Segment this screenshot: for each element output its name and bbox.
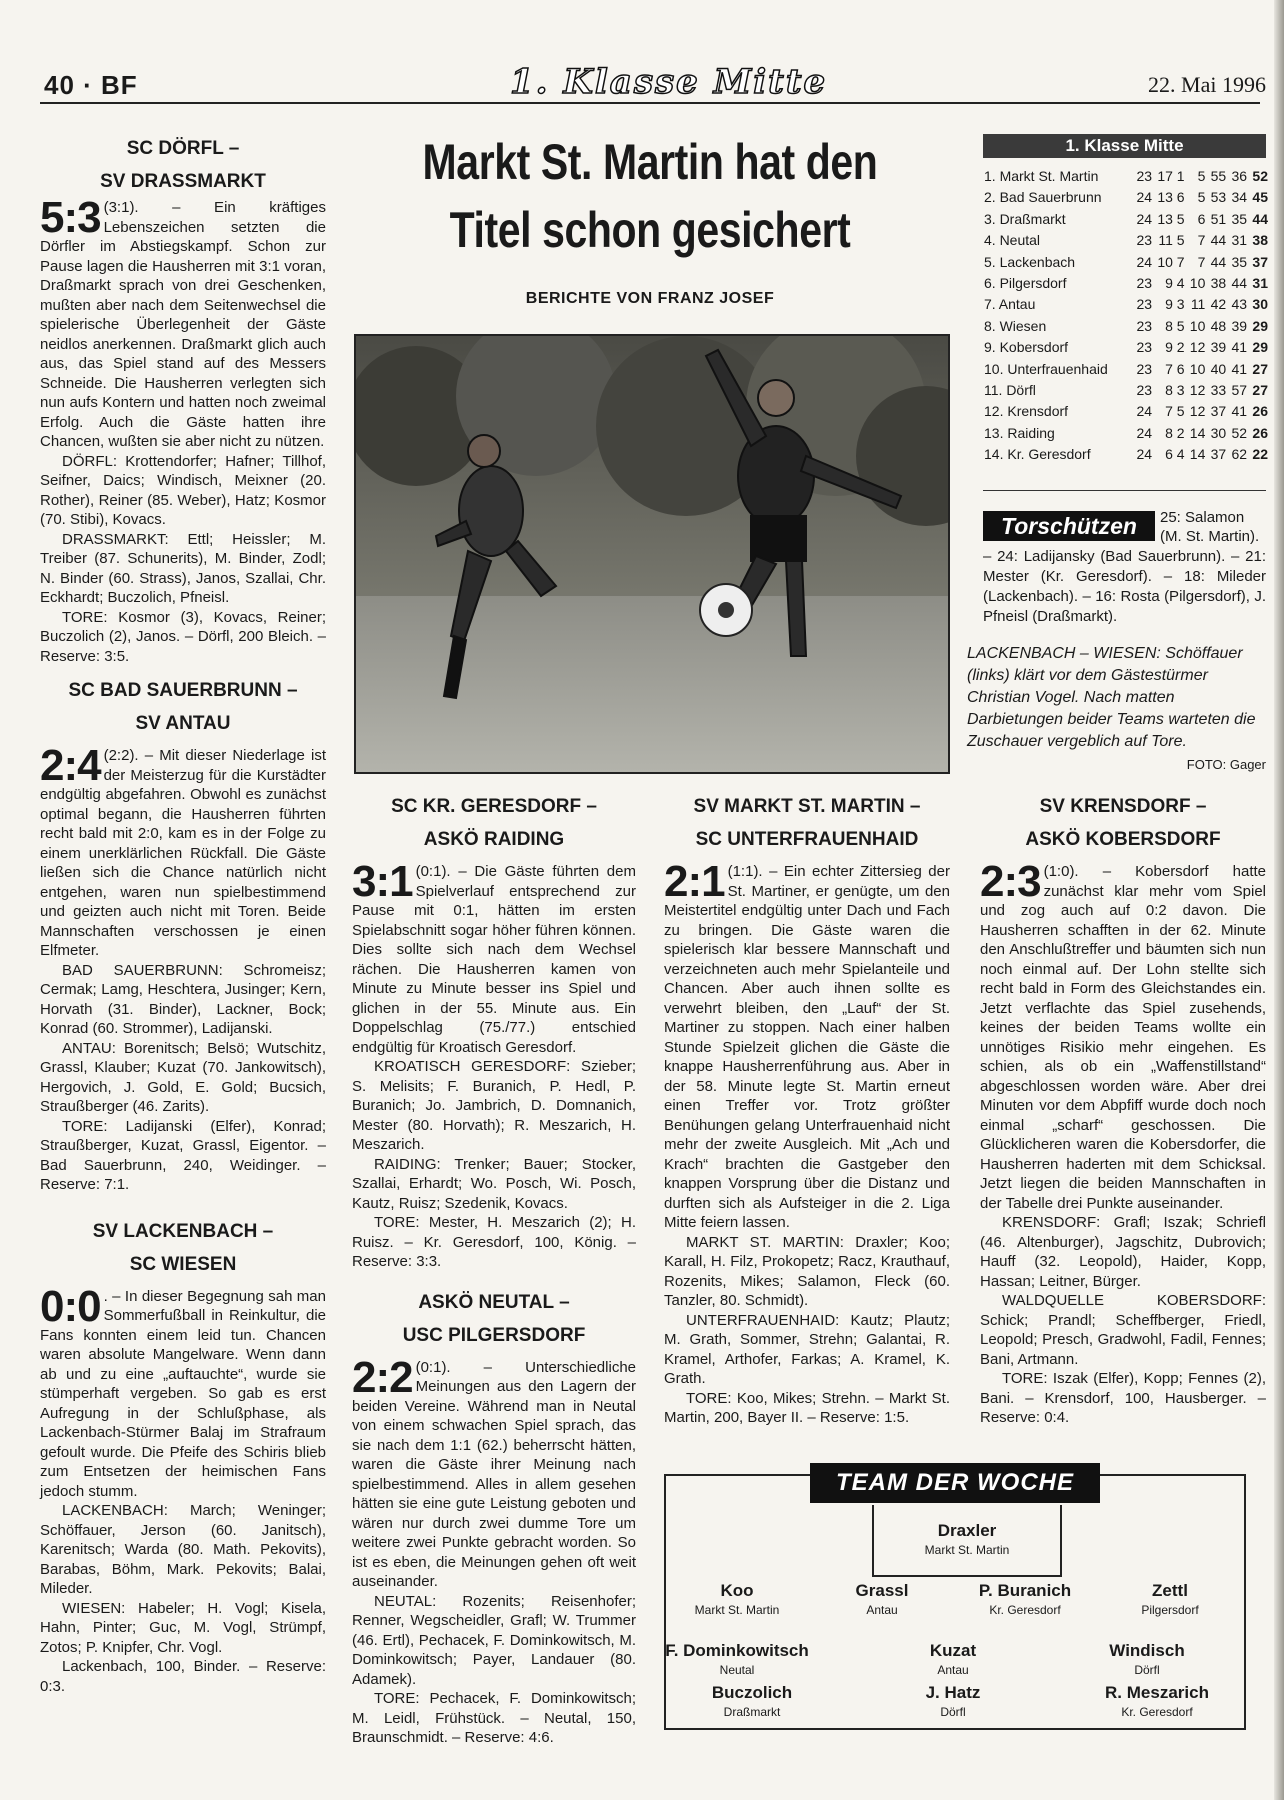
- stat: 33: [1210, 382, 1227, 399]
- stat: 44: [1210, 232, 1227, 249]
- stat: 13: [1157, 210, 1173, 227]
- goals: TORE: Koo, Mikes; Strehn. – Markt St. Martin, 200, Bayer II. – Reserve: 1:5.: [664, 1389, 950, 1426]
- headline: Markt St. Martin hat den Titel schon gesichert: [422, 134, 878, 258]
- stat: 42: [1210, 296, 1227, 313]
- lineup: MARKT ST. MARTIN: Draxler; Koo; Karall, H. Filz, Prokopetz; Racz, Krauthauf, Rozenits, Mikes; Salamon, Fleck (60. Tanzler, 80. Schmidt).: [664, 1233, 950, 1309]
- standings-row: [983, 337, 1269, 358]
- stat: 24: [1136, 403, 1153, 420]
- player: Zettl Pilgersdorf: [1141, 1581, 1199, 1617]
- stat: 23: [1136, 382, 1153, 399]
- byline: BERICHTE VON FRANZ JOSEF: [525, 290, 775, 307]
- stat: 4: [1176, 446, 1185, 463]
- match-heading: SV LACKENBACH – SC WIESEN: [92, 1220, 274, 1275]
- match-report: 2:1 (1:1). – Ein echter Zittersieg der St. Martiner, er genügte, um den Meistertitel endgültig unter Dach und Fach zu bringen. Die Gäste waren die spielerisch klar bessere Mannschaft und verzeichneten auch mehr Spielanteile und Chancen. Aber auch ihnen sollte es verwehrt bleiben, den „Lauf“ der St. Martiner zu stoppen. Nach einer halben Stunde Spielzeit glichen die Gäste die knappe Hausherrenführung aus. Aber in der 58. Minute legte St. Martin erneut einen Treffer vor. Trotz größter Benühungen gelang Unterfrauenhaid nicht mehr der zweite Ausgleich. Mit „Ach und Krach“ brachten die Gastgeber den knappen Vorsprung über die Distanz und durften sich als Aufsteiger in die 2. Liga Mitte feiern lassen.: [664, 857, 950, 1231]
- column-1: [40, 132, 326, 1696]
- stat: 9: [1165, 275, 1173, 292]
- player-goalkeeper: Draxler Markt St. Martin: [924, 1521, 1010, 1557]
- stat: 11: [1190, 296, 1206, 313]
- stat: 35: [1231, 253, 1248, 270]
- standings-title: 1. Klasse Mitte: [983, 134, 1266, 158]
- stat: 24: [1136, 189, 1153, 206]
- lineup: LACKENBACH: March; Weninger; Schöffauer, Jerson (60. Janitsch), Karenitsch; Warda (80. Math. Pekovits), Barabas, Böhm, Mark. Pekovits; Balai, Mileder.: [40, 1502, 326, 1597]
- stat: 12: [1189, 382, 1206, 399]
- stat: 40: [1210, 360, 1227, 377]
- stat: 37: [1210, 446, 1227, 463]
- match-heading: SC KR. GERESDORF – ASKÖ RAIDING: [391, 796, 597, 850]
- team-name: 2. Bad Sauerbrunn: [984, 189, 1102, 206]
- standings-row: [983, 359, 1269, 380]
- match-report: 2:4 (2:2). – Mit dieser Niederlage ist der Meisterzug für die Kurstädter endgültig abgefahren. Obwohl es zunächst optimal begann, die Hausherren führten recht bald mit 2:0, kam es in der Folge zu einem unerklärlichen Rückfall. Die Gäste ließen sich die Chance natürlich nicht entgehen, waren nun spielbestimmend und geizten auch nicht mit Toren. Beide Mannschaften verschossen je einen Elfmeter.: [40, 741, 326, 959]
- lineup: RAIDING: Trenker; Bauer; Stocker, Szallai, Erhardt; Wo. Posch, Wi. Posch, Kautz, Ruisz; Szedenik, Kovacs.: [352, 1155, 636, 1212]
- points: 26: [1252, 403, 1268, 420]
- points: 27: [1252, 360, 1268, 377]
- points: 30: [1252, 296, 1268, 313]
- points: 31: [1252, 275, 1268, 292]
- player: P. Buranich Kr. Geresdorf: [978, 1581, 1072, 1617]
- team-name: 10. Unterfrauenhaid: [984, 360, 1108, 377]
- match-photo: [354, 334, 950, 774]
- score: 2:1: [664, 857, 725, 906]
- team-name: 11. Dörfl: [984, 382, 1036, 399]
- stat: 52: [1231, 424, 1248, 441]
- stat: 38: [1210, 275, 1227, 292]
- column-3: [664, 790, 950, 1428]
- header-rule: [40, 102, 1260, 104]
- player: F. Dominkowitsch Neutal: [665, 1641, 809, 1677]
- stat: 6: [1197, 210, 1206, 227]
- standings-row: [983, 230, 1269, 251]
- goals: TORE: Mester, H. Meszarich (2); H. Ruisz. – Kr. Geresdorf, 100, König. – Reserve: 3:3.: [352, 1214, 636, 1270]
- match-report: 5:3 (3:1). – Ein kräftiges Lebenszeichen setzten die Dörfler im Abstiegskampf. Schon zur Pause lagen die Hausherren mit 3:1 voran, Draßmarkt sprach von drei Geschenken, mußten aber nach dem Seitenwechsel die spielerische Überlegenheit der Gäste neidlos anerkennen. Draßmarkt glich auch aus, das Spiel stand auf des Messers Schneide. Die Hausherren verlegten sich nun aufs Kontern und hatten noch zweimal Erfolg. Auch die Gäste hatten ihre Chancen, wußten sie aber nicht zu nützen.: [40, 193, 326, 450]
- standings-table: [983, 166, 1269, 466]
- player: J. Hatz Dörfl: [925, 1683, 981, 1719]
- stat: 41: [1231, 403, 1248, 420]
- stat: 39: [1210, 339, 1227, 356]
- team-name: 14. Kr. Geresdorf: [984, 446, 1091, 463]
- stat: 55: [1210, 168, 1227, 184]
- stat: 9: [1165, 339, 1173, 356]
- lineup: NEUTAL: Rozenits; Reisenhofer; Renner, Wegscheidler, Grafl; W. Trummer (46. Ertl), Pechacek, F. Dominkowitsch, M. Dominkowitsch; Payer, Landauer (80. Adamek).: [352, 1592, 636, 1688]
- stat: 23: [1136, 339, 1153, 356]
- stat: 10: [1157, 253, 1173, 270]
- stat: 24: [1136, 253, 1153, 270]
- stat: 7: [1197, 232, 1206, 249]
- points: 27: [1252, 382, 1268, 399]
- team-name: 7. Antau: [984, 296, 1036, 313]
- score: 3:1: [352, 857, 413, 906]
- stat: 6: [1176, 189, 1185, 206]
- standings-row: [983, 209, 1269, 230]
- stat: 37: [1210, 403, 1227, 420]
- photo-credit: FOTO: Gager: [1186, 757, 1266, 772]
- stat: 39: [1231, 317, 1248, 334]
- stat: 13: [1157, 189, 1173, 206]
- standings-row: [983, 166, 1269, 187]
- stat: 35: [1231, 210, 1248, 227]
- match-heading: SC DÖRFL – SV DRASSMARKT: [100, 138, 266, 192]
- stat: 8: [1165, 317, 1173, 334]
- page-number: 40 · BF: [44, 70, 138, 100]
- team-name: 3. Draßmarkt: [984, 210, 1066, 227]
- stat: 7: [1165, 360, 1173, 377]
- stat: 5: [1176, 210, 1185, 227]
- team-name: 1. Markt St. Martin: [984, 168, 1099, 184]
- stat: 3: [1176, 296, 1185, 313]
- divider: [983, 490, 1266, 491]
- stat: 10: [1189, 360, 1206, 377]
- stat: 6: [1176, 360, 1185, 377]
- goals: Lackenbach, 100, Binder. – Reserve: 0:3.: [40, 1658, 326, 1695]
- stat: 6: [1165, 446, 1173, 463]
- stat: 12: [1189, 403, 1206, 420]
- stat: 44: [1231, 275, 1248, 292]
- stat: 36: [1231, 168, 1248, 184]
- stat: 23: [1136, 360, 1153, 377]
- photo-caption: LACKENBACH – WIESEN: Schöffauer (links) klärt vor dem Gästestürmer Christian Vogel. Nach matten Darbietungen beider Teams warteten die Zuschauer vergeblich auf Tore. FOTO: Gager: [967, 645, 1266, 772]
- points: 37: [1252, 253, 1268, 270]
- stat: 5: [1197, 189, 1206, 206]
- points: 52: [1252, 168, 1268, 184]
- points: 38: [1252, 232, 1268, 249]
- standings-row: [983, 187, 1269, 208]
- player: Windisch Dörfl: [1109, 1641, 1185, 1677]
- score: 5:3: [40, 193, 101, 242]
- stat: 7: [1197, 253, 1206, 270]
- standings-row: [983, 252, 1269, 273]
- page-edge: [1274, 0, 1284, 1800]
- goals: TORE: Pechacek, F. Dominkowitsch; M. Leidl, Frühstück. – Neutal, 150, Braunschmidt. – Reserve: 4:6.: [352, 1690, 636, 1746]
- player: Buczolich Draßmarkt: [711, 1683, 793, 1719]
- match-heading: SV KRENSDORF – ASKÖ KOBERSDORF: [1025, 796, 1221, 850]
- stat: 23: [1136, 232, 1153, 249]
- stat: 7: [1176, 253, 1185, 270]
- match-report: 2:3 (1:0). – Kobersdorf hatte zunächst klar mehr vom Spiel und zog auch auf 0:2 davon. Die Hausherren schafften in der 62. Minute den Anschlußtreffer und bäumten sich nun noch einmal auf. Der Lohn stellte sich recht bald in Form des Gleichstandes ein. Jetzt verflachte das Spiel zusehends, keines der beiden Teams wollte ein unnötiges Risikio mehr eingehen. Es schien, als ob ein „Waffenstillstand“ abgeschlossen worden wäre. Aber drei Minuten vor dem Abpfiff wurde doch noch einmal „scharf“ geschossen. Die Glücklicheren waren die Kobersdorfer, die Hausherren haderten mit dem Schicksal. Jetzt liegen die beiden Mannschaften in der Tabelle drei Punkte auseinander.: [980, 857, 1266, 1212]
- points: 22: [1252, 446, 1268, 463]
- stat: 24: [1136, 446, 1153, 463]
- stat: 11: [1158, 232, 1173, 249]
- player: Kuzat Antau: [929, 1641, 977, 1677]
- stat: 3: [1176, 382, 1185, 399]
- column-2: [352, 790, 636, 1748]
- match-report: 2:2 (0:1). – Unterschiedliche Meinungen aus den Lagern der beiden Vereine. Während man in Neutal von einem schwachen Spiel sprach, das sie nach dem 1:1 (62.) beherrscht hätten, waren die Gäste ihrer Meinung nach spielbestimmend. Alles in allem gesehen hätten sie eine gute Leistung geboten und wären nur durch zwei dumme Tore um weitere zwei Punkte gebracht worden. So ist es eben, die Meinungen gehen oft weit auseinander.: [352, 1352, 636, 1590]
- standings-row: [983, 316, 1269, 337]
- points: 29: [1252, 339, 1268, 356]
- team-name: 5. Lackenbach: [984, 253, 1076, 270]
- stat: 53: [1210, 189, 1227, 206]
- lineup: DÖRFL: Krottendorfer; Hafner; Tillhof, Seifner, Daics; Windisch, Meixner (20. Rother), Reiner (85. Weber), Hatz; Kosmor (70. Stibi), Kovacs.: [40, 452, 326, 528]
- match-report: 3:1 (0:1). – Die Gäste führten dem Spielverlauf entsprechend zur Pause mit 0:1, hätten im ersten Spielabschnitt sogar höher führen können. Dies sollte sich nach dem Wechsel rächen. Die Hausherren kamen von Minute zu Minute besser ins Spiel und glichen in der 55. Minute aus. Ein Doppelschlag (75./77.) entschied endgültig für Kroatisch Geresdorf.: [352, 857, 636, 1056]
- stat: 5: [1197, 168, 1206, 184]
- lineup: WALDQUELLE KOBERSDORF: Schick; Prandl; Scheffberger, Friedl, Leopold; Presch, Gradwohl, Fadil, Fennes; Bani, Artmann.: [980, 1292, 1266, 1368]
- score: 2:3: [980, 857, 1041, 906]
- stat: 5: [1176, 232, 1185, 249]
- score: 2:4: [40, 741, 101, 790]
- score: 0:0: [40, 1281, 101, 1331]
- standings-row: [983, 380, 1269, 401]
- scorers-list: – 24: Ladijansky (Bad Sauerbrunn). – 21: Mester (Kr. Geresdorf). – 18: Mileder (Lackenbach). – 16: Rosta (Pilgersdorf), J. Pfneisl (Draßmarkt).: [983, 548, 1266, 625]
- stat: 5: [1176, 317, 1185, 334]
- stat: 62: [1231, 446, 1248, 463]
- match-heading: ASKÖ NEUTAL – USC PILGERSDORF: [402, 1291, 586, 1346]
- points: 44: [1252, 210, 1268, 227]
- standings-row: [983, 423, 1269, 444]
- stat: 7: [1165, 403, 1173, 420]
- issue-date: 22. Mai 1996: [1148, 72, 1266, 97]
- stat: 10: [1189, 275, 1206, 292]
- column-4: [980, 790, 1266, 1428]
- points: 29: [1252, 317, 1268, 334]
- stat: 34: [1231, 189, 1248, 206]
- stat: 51: [1210, 210, 1227, 227]
- stat: 48: [1210, 317, 1227, 334]
- team-of-week-title: TEAM DER WOCHE: [810, 1463, 1100, 1503]
- points: 45: [1252, 189, 1268, 206]
- stat: 30: [1210, 424, 1227, 441]
- stat: 8: [1165, 382, 1173, 399]
- lineup: UNTERFRAUENHAID: Kautz; Plautz; M. Grath, Sommer, Strehn; Galantai, R. Kramel, Arthofer, Farkas; A. Kramel, K. Grath.: [664, 1311, 950, 1387]
- stat: 4: [1176, 275, 1185, 292]
- scorers-leader: 25: Salamon (M. St. Martin).: [1160, 509, 1260, 545]
- stat: 57: [1231, 382, 1248, 399]
- lineup: WIESEN: Habeler; H. Vogl; Kisela, Hahn, Pinter; Guc, M. Vogl, Strümpf, Zotos; P. Knipfer, Chr. Vogl.: [40, 1599, 326, 1656]
- team-name: 13. Raiding: [984, 424, 1055, 441]
- team-name: 6. Pilgersdorf: [984, 275, 1067, 292]
- stat: 5: [1176, 403, 1185, 420]
- stat: 9: [1165, 296, 1173, 313]
- team-name: 9. Kobersdorf: [984, 339, 1069, 356]
- points: 26: [1252, 424, 1268, 441]
- match-heading: SC BAD SAUERBRUNN – SV ANTAU: [68, 680, 298, 734]
- stat: 10: [1189, 317, 1206, 334]
- stat: 23: [1136, 296, 1153, 313]
- stat: 41: [1231, 339, 1248, 356]
- section-title: 1. Klasse Mitte: [510, 62, 828, 102]
- standings-row: [983, 294, 1269, 315]
- soccer-players-illustration: [356, 336, 950, 774]
- stat: 23: [1136, 168, 1153, 184]
- score: 2:2: [352, 1352, 413, 1402]
- stat: 12: [1189, 339, 1206, 356]
- team-name: 8. Wiesen: [984, 317, 1047, 334]
- match-report: 0:0 . – In dieser Begegnung sah man Sommerfußball in Reinkultur, die Fans konnten einem leid tun. Chancen waren absolute Mangelware. Wenn dann ab und zu eine „auftauchte“, wurde sie stümperhaft vergeben. So gab es erst Aufregung in der Schlußphase, als Lackenbach-Stürmer Balaj im Strafraum gefoult wurde. Die Pfeife des Schiris blieb zum Entsetzen der heimischen Fans jedoch stumm.: [40, 1281, 326, 1500]
- lineup: KROATISCH GERESDORF: Szieber; S. Melisits; F. Buranich, P. Hedl, P. Buranich; Jo. Jambrich, D. Domnanich, Mester (80. Horvath); R. Meszarich, H. Meszarich.: [352, 1058, 636, 1153]
- lineup: BAD SAUERBRUNN: Schromeisz; Cermak; Lamg, Heschtera, Jusinger; Kern, Horvath (31. Binder), Lackner, Bock; Konrad (60. Strommer), Ladijanski.: [40, 961, 326, 1037]
- stat: 23: [1136, 317, 1153, 334]
- stat: 8: [1165, 424, 1173, 441]
- stat: 31: [1231, 232, 1248, 249]
- player: Grassl Antau: [855, 1581, 909, 1617]
- lineup: DRASSMARKT: Ettl; Heissler; M. Treiber (87. Schunerits), M. Binder, Zodl; N. Binder (60. Strass), Janos, Szallai, Chr. Eckhardt; Buczolich, Pfneisl.: [40, 530, 326, 606]
- stat: 24: [1136, 424, 1153, 441]
- goals: TORE: Iszak (Elfer), Kopp; Fennes (2), Bani. – Krensdorf, 100, Hausberger. – Reserve: 0:4.: [980, 1370, 1266, 1426]
- lineup: KRENSDORF: Grafl; Iszak; Schriefl (46. Altenburger), Jagschitz, Dubrovich; Hauff (32. Leopold), Haider, Kopp, Hassan; Leitner, Bürger.: [980, 1214, 1266, 1290]
- stat: 23: [1136, 275, 1153, 292]
- scorers-label: Torschützen: [983, 511, 1155, 541]
- stat: 24: [1136, 210, 1153, 227]
- standings-row: [983, 273, 1269, 294]
- player: Koo Markt St. Martin: [694, 1581, 780, 1617]
- stat: 41: [1231, 360, 1248, 377]
- team-name: 12. Krensdorf: [984, 403, 1069, 420]
- stat: 2: [1176, 339, 1185, 356]
- stat: 17: [1157, 168, 1173, 184]
- stat: 14: [1189, 424, 1206, 441]
- team-name: 4. Neutal: [984, 232, 1041, 249]
- standings-row: [983, 401, 1269, 422]
- stat: 1: [1176, 168, 1185, 184]
- stat: 44: [1210, 253, 1227, 270]
- player: R. Meszarich Kr. Geresdorf: [1105, 1683, 1209, 1719]
- goals: TORE: Ladijanski (Elfer), Konrad; Straußberger, Kuzat, Grassl, Eigentor. – Bad Sauerbrunn, 240, Weidinger. – Reserve: 7:1.: [40, 1117, 326, 1193]
- standings-row: [983, 444, 1269, 465]
- goals: TORE: Kosmor (3), Kovacs, Reiner; Buczolich (2), Janos. – Dörfl, 200 Bleich. – Reserve: 3:5.: [40, 608, 326, 665]
- stat: 14: [1189, 446, 1206, 463]
- stat: 43: [1231, 296, 1248, 313]
- lineup: ANTAU: Borenitsch; Belsö; Wutschitz, Grassl, Klauber; Kuzat (70. Jankowitsch), Hergovich, J. Gold, E. Gold; Bucsich, Straußberger (46. Zarits).: [40, 1039, 326, 1115]
- stat: 2: [1176, 424, 1185, 441]
- match-heading: SV MARKT ST. MARTIN – SC UNTERFRAUENHAID: [693, 796, 921, 850]
